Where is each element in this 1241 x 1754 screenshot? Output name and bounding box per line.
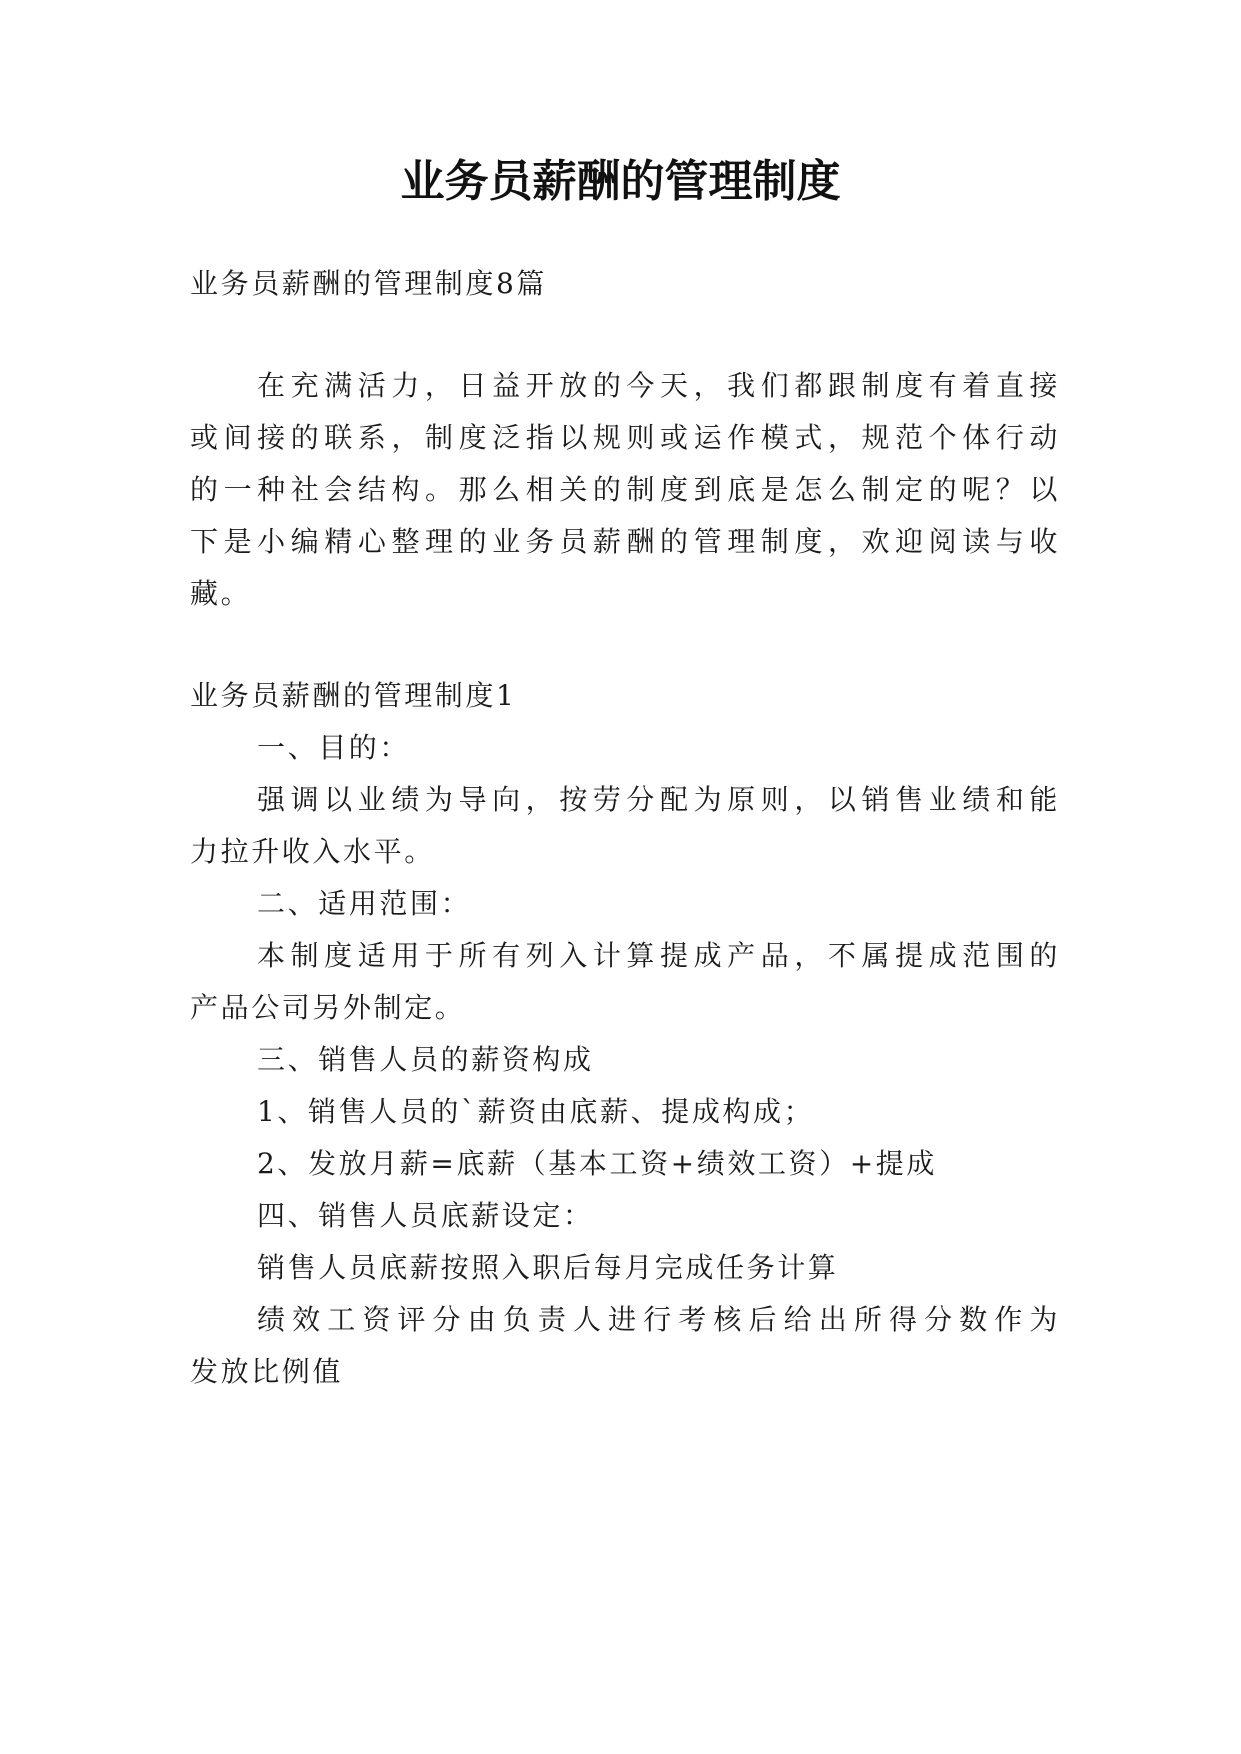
purpose-text-line-1: 强调以业绩为导向，按劳分配为原则，以销售业绩和能 (257, 783, 1060, 816)
base-text: 销售人员底薪按照入职后每月完成任务计算 (257, 1251, 839, 1284)
base-heading: 四、销售人员底薪设定： (257, 1199, 594, 1232)
intro-line-4: 下是小编精心整理的业务员薪酬的管理制度，欢迎阅读与收 (190, 525, 1060, 558)
scope-text-line-1: 本制度适用于所有列入计算提成产品，不属提成范围的 (257, 939, 1060, 972)
purpose-heading: 一、目的： (257, 731, 411, 764)
structure-item-1: 1、销售人员的`薪资由底薪、提成构成； (257, 1095, 815, 1128)
intro-line-2: 或间接的联系，制度泛指以规则或运作模式，规范个体行动 (190, 421, 1060, 454)
purpose-text-line-2: 力拉升收入水平。 (190, 835, 435, 868)
perf-text-line-1: 绩效工资评分由负责人进行考核后给出所得分数作为 (257, 1303, 1060, 1336)
intro-line-1: 在充满活力，日益开放的今天，我们都跟制度有着直接 (257, 369, 1060, 402)
perf-text-line-2: 发放比例值 (190, 1355, 344, 1388)
document-subtitle: 业务员薪酬的管理制度8篇 (190, 267, 548, 300)
document-title: 业务员薪酬的管理制度 (400, 156, 841, 207)
scope-heading: 二、适用范围： (257, 887, 472, 920)
section-heading: 业务员薪酬的管理制度1 (190, 679, 517, 712)
intro-line-5: 藏。 (190, 577, 252, 610)
intro-line-3: 的一种社会结构。那么相关的制度到底是怎么制定的呢？以 (190, 473, 1060, 506)
scope-text-line-2: 产品公司另外制定。 (190, 991, 466, 1024)
structure-item-2: 2、发放月薪=底薪（基本工资+绩效工资）+提成 (257, 1147, 937, 1180)
structure-heading: 三、销售人员的薪资构成 (257, 1043, 594, 1076)
